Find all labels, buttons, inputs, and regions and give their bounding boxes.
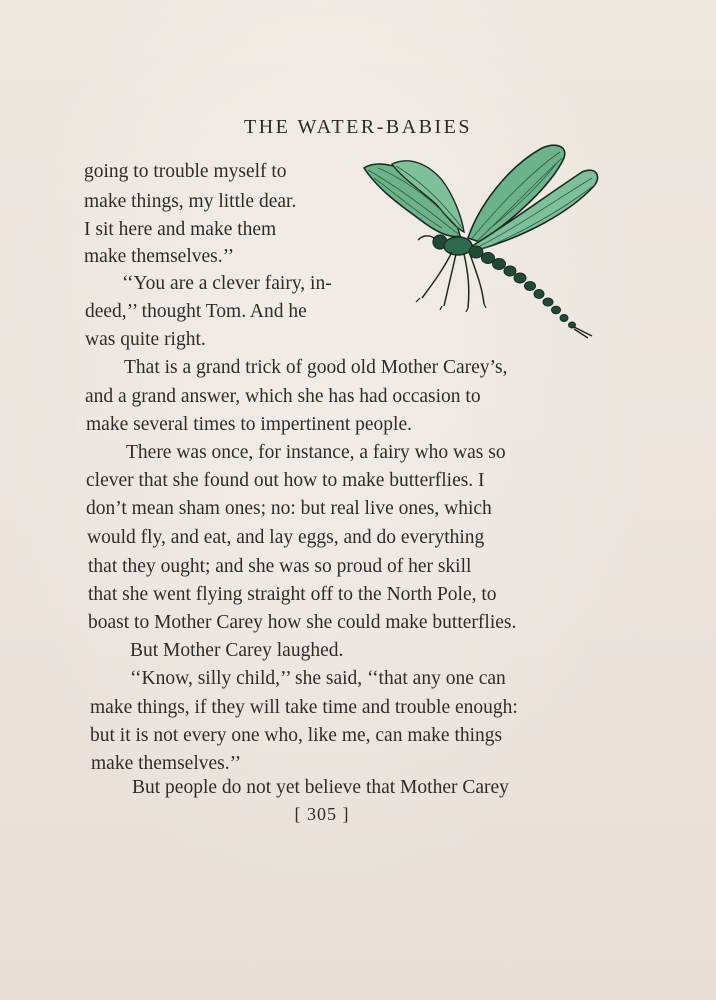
body-line-18: But Mother Carey laughed. [130, 640, 344, 661]
body-line-5: ‘‘You are a clever fairy, in- [122, 273, 332, 294]
running-head: THE WATER-BABIES [244, 116, 472, 138]
body-line-19: ‘‘Know, silly child,’’ she said, ‘‘that any one can [130, 668, 506, 689]
body-line-9: and a grand answer, which she has had occasion to [85, 386, 481, 407]
body-line-15: that they ought; and she was so proud of her skill [88, 556, 472, 577]
body-line-23: But people do not yet believe that Mother Carey [132, 777, 509, 798]
body-line-21: but it is not every one who, like me, can make things [90, 725, 503, 746]
body-line-8: That is a grand trick of good old Mother Carey’s, [124, 357, 508, 378]
dragonfly-icon [356, 138, 602, 340]
body-line-11: There was once, for instance, a fairy who was so [126, 442, 506, 463]
body-line-22: make themselves.’’ [91, 753, 242, 774]
body-line-20: make things, if they will take time and trouble enough: [90, 697, 518, 718]
body-line-14: would fly, and eat, and lay eggs, and do everything [87, 527, 485, 548]
body-line-3: I sit here and make them [84, 219, 277, 240]
page-number: [ 305 ] [294, 804, 350, 824]
body-line-6: deed,’’ thought Tom. And he [85, 301, 307, 322]
body-line-2: make things, my little dear. [84, 191, 297, 212]
body-line-16: that she went flying straight off to the North Pole, to [88, 584, 497, 605]
body-line-12: clever that she found out how to make butterflies. I [86, 470, 485, 491]
body-line-13: don’t mean sham ones; no: but real live ones, which [86, 498, 492, 519]
body-line-1: going to trouble myself to [84, 161, 287, 182]
body-line-7: was quite right. [85, 329, 206, 350]
body-line-4: make themselves.’’ [84, 246, 235, 267]
body-line-17: boast to Mother Carey how she could make butterflies. [88, 612, 517, 633]
body-line-10: make several times to impertinent people. [86, 414, 412, 435]
